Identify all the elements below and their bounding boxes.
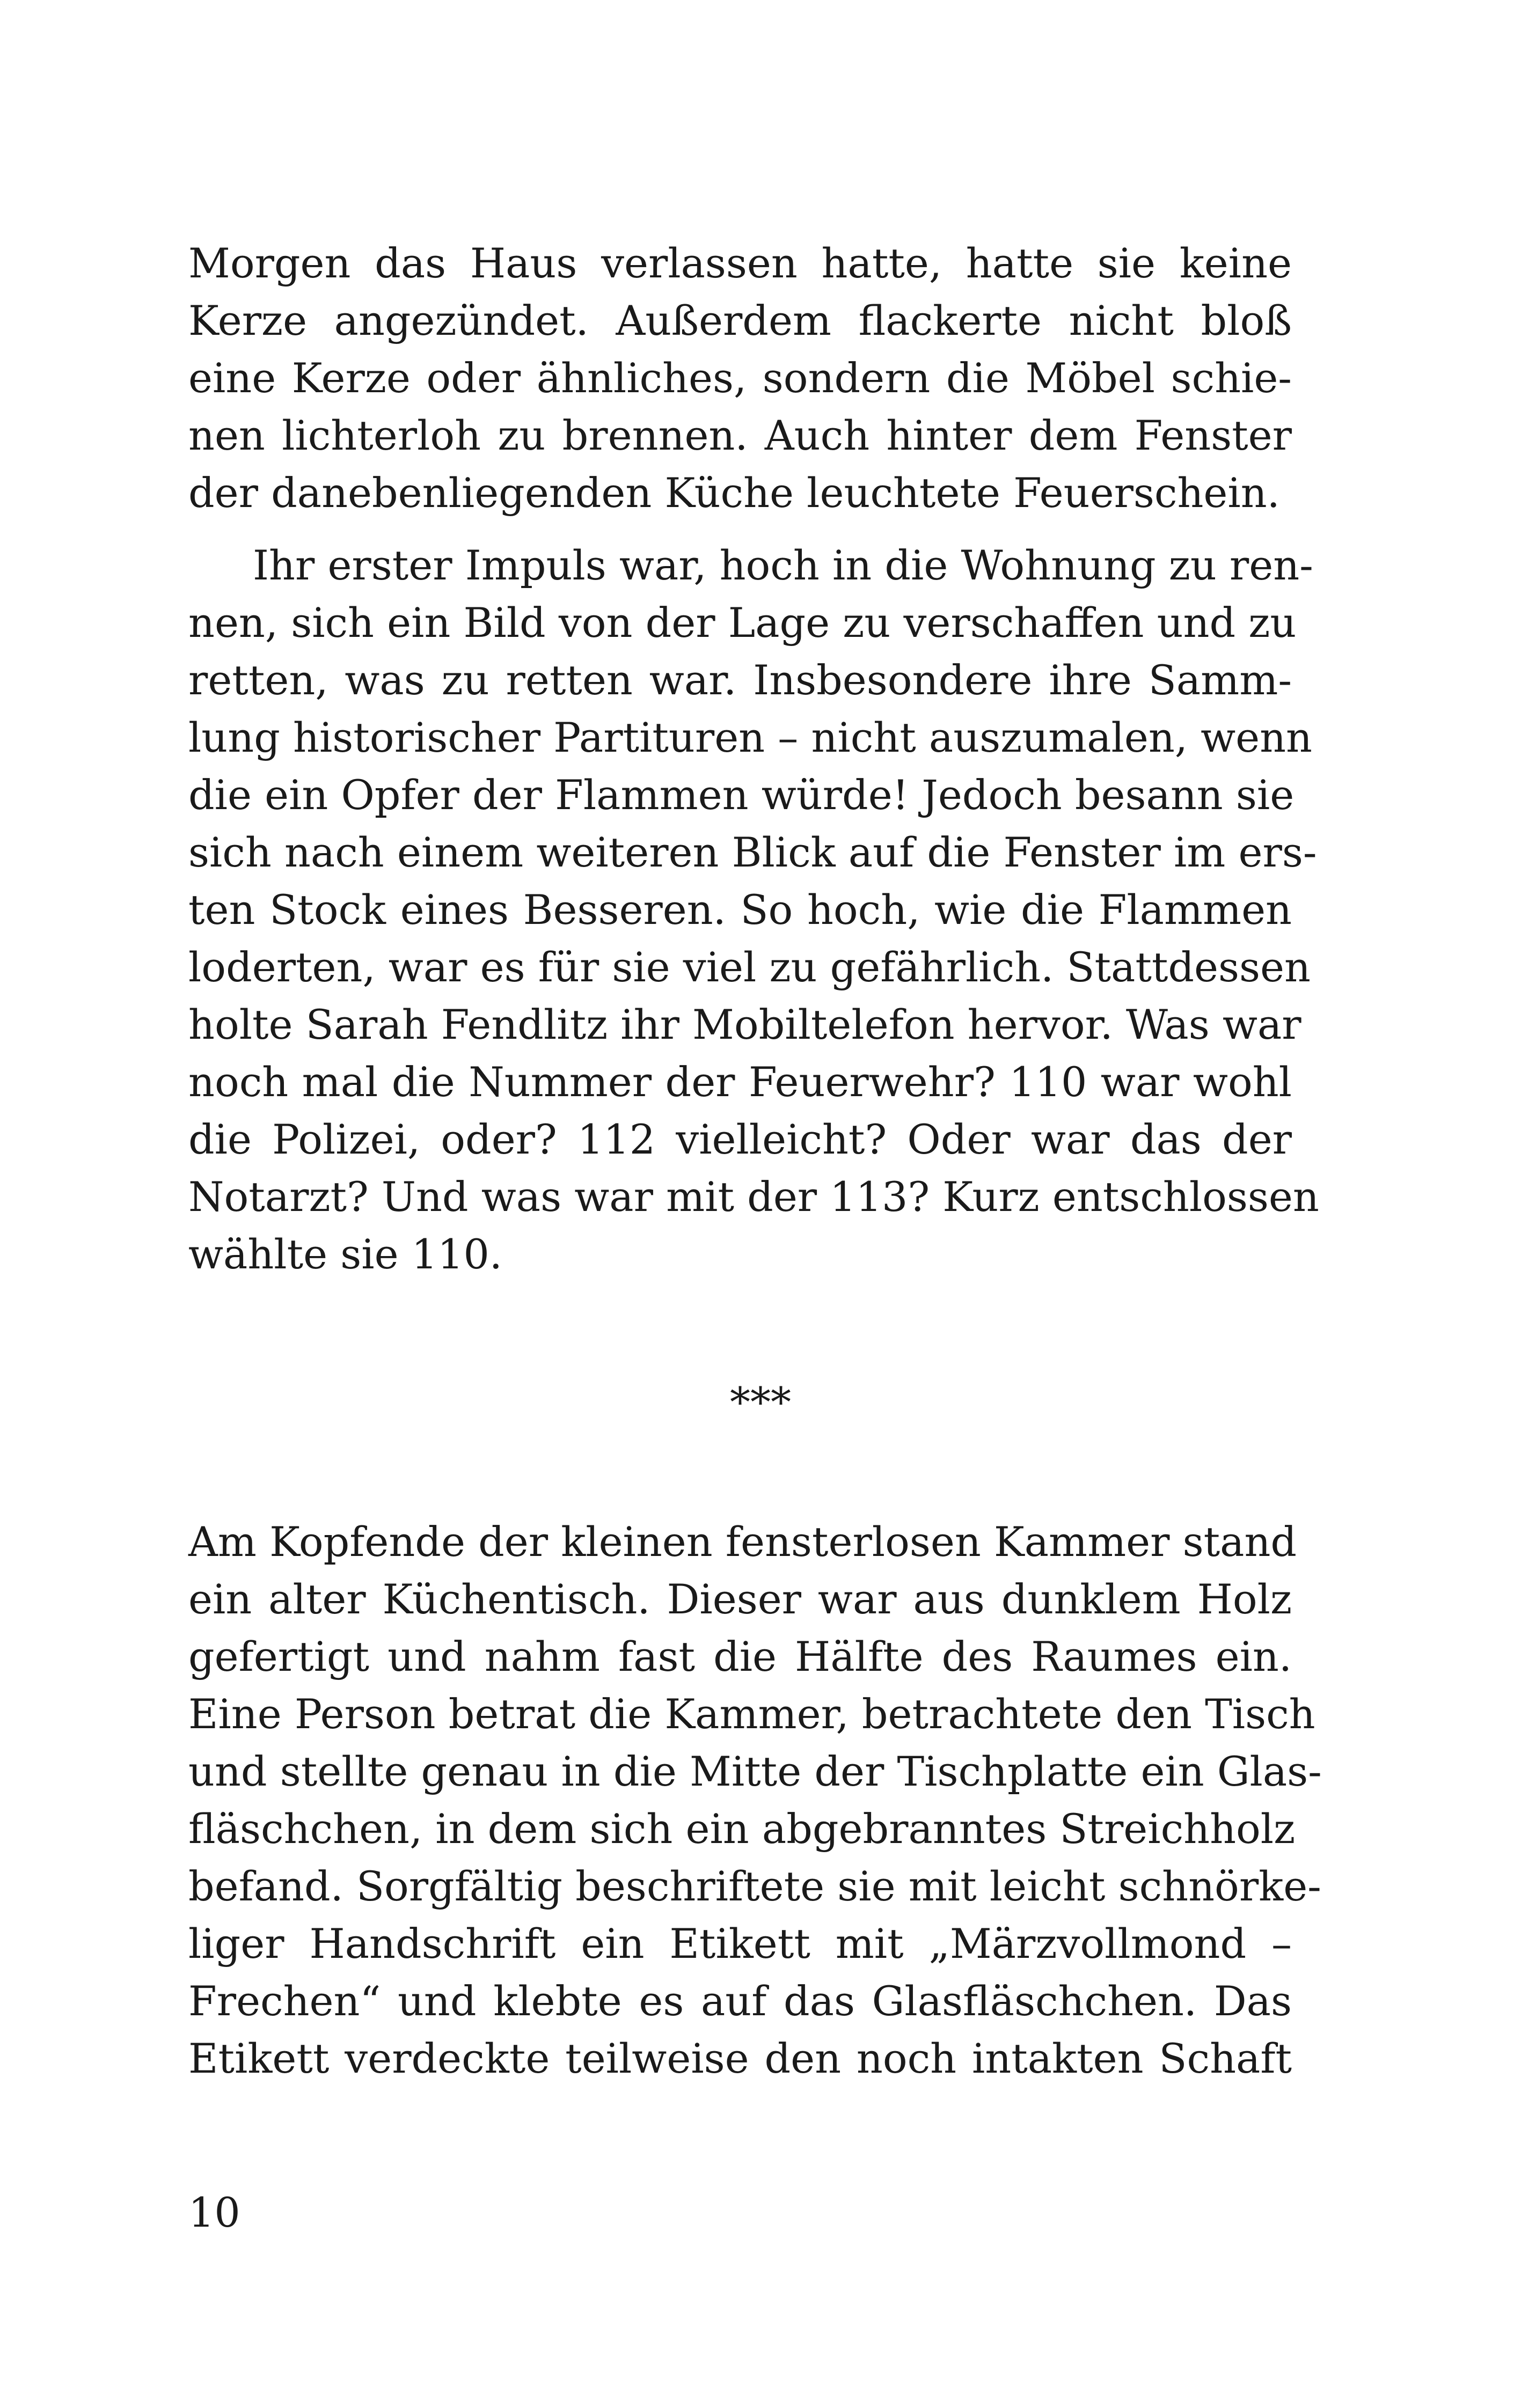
text-line: Etikett verdeckte teilweise den noch intakten Schaft: [188, 2035, 1292, 2082]
text-line: Eine Person betrat die Kammer, betrachtete den Tisch: [188, 1690, 1315, 1738]
text-line: Morgen das Haus verlassen hatte, hatte sie keine: [188, 239, 1292, 287]
text-line: liger Handschrift ein Etikett mit „Märzvollmond –: [188, 1920, 1292, 1967]
text-line: ein alter Küchentisch. Dieser war aus dunklem Holz: [188, 1575, 1292, 1623]
text-line: wählte sie 110.: [188, 1230, 502, 1278]
text-line: befand. Sorgfältig beschriftete sie mit leicht schnörke-: [188, 1862, 1321, 1910]
text-line: nen, sich ein Bild von der Lage zu verschaffen und zu: [188, 599, 1297, 647]
text-line: ten Stock eines Besseren. So hoch, wie die Flammen: [188, 886, 1292, 934]
section-separator: ***: [730, 1378, 791, 1426]
text-line: Am Kopfende der kleinen fensterlosen Kammer stand: [188, 1518, 1297, 1566]
text-line: die ein Opfer der Flammen würde! Jedoch besann sie: [188, 771, 1295, 819]
text-line: fläschchen, in dem sich ein abgebranntes Streichholz: [188, 1805, 1296, 1853]
text-line: Notarzt? Und was war mit der 113? Kurz entschlossen: [188, 1173, 1319, 1221]
text-line: holte Sarah Fendlitz ihr Mobiltelefon hervor. Was war: [188, 1001, 1301, 1048]
text-line: Kerze angezündet. Außerdem flackerte nicht bloß: [188, 297, 1292, 344]
text-line: retten, was zu retten war. Insbesondere ihre Samm-: [188, 656, 1292, 704]
text-line: sich nach einem weiteren Blick auf die Fenster im ers-: [188, 828, 1317, 876]
text-line: und stellte genau in die Mitte der Tischplatte ein Glas-: [188, 1748, 1322, 1795]
text-line: gefertigt und nahm fast die Hälfte des Raumes ein.: [188, 1633, 1292, 1680]
paragraph-1: [188, 234, 1292, 522]
paragraph-2: [188, 537, 1319, 1283]
text-line: nen lichterloh zu brennen. Auch hinter dem Fenster: [188, 412, 1292, 459]
text-line: Ihr erster Impuls war, hoch in die Wohnung zu ren-: [253, 541, 1313, 589]
text-line: loderten, war es für sie viel zu gefährlich. Stattdessen: [188, 943, 1311, 991]
text-line: Frechen“ und klebte es auf das Glasfläschchen. Das: [188, 1977, 1292, 2025]
page-number: 10: [188, 2189, 240, 2236]
text-line: eine Kerze oder ähnliches, sondern die Möbel schie-: [188, 354, 1292, 402]
text-line: die Polizei, oder? 112 vielleicht? Oder war das der: [188, 1115, 1292, 1163]
paragraph-3: [188, 1513, 1322, 2087]
text-line: lung historischer Partituren – nicht auszumalen, wenn: [188, 714, 1313, 761]
text-line: noch mal die Nummer der Feuerwehr? 110 war wohl: [188, 1058, 1292, 1106]
text-line: der danebenliegenden Küche leuchtete Feuerschein.: [188, 469, 1280, 517]
